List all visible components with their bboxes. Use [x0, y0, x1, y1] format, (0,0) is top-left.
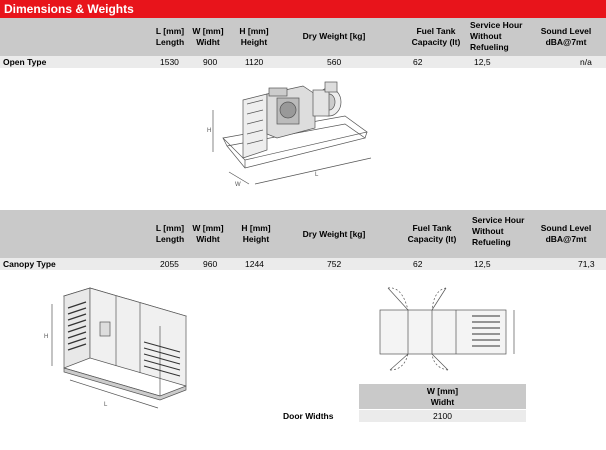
- open-type-drawing: [205, 80, 380, 192]
- header-service-hour: Service Hour Without Refueling: [472, 215, 525, 247]
- cell-service-hour: 12,5: [474, 259, 491, 269]
- label-l: L: [315, 172, 319, 178]
- row-label: Canopy Type: [3, 259, 56, 269]
- canopy-type-drawing: [40, 282, 200, 422]
- label-h: H: [207, 128, 212, 134]
- door-width-header: W [mm] Widht: [359, 384, 526, 409]
- cell-fuel-tank: 62: [413, 259, 423, 269]
- header-width: W [mm] Widht: [192, 223, 224, 244]
- header-length: L [mm] Length: [155, 26, 185, 47]
- canopy-top-view: [372, 282, 522, 372]
- label-l: L: [104, 402, 108, 408]
- open-type-row: [0, 56, 606, 68]
- header-sound-level: Sound Level dBA@7mt: [540, 223, 592, 244]
- cell-height: 1244: [245, 259, 264, 269]
- header-length: L [mm] Length: [155, 223, 185, 244]
- cell-dry-weight: 752: [327, 259, 342, 269]
- header-service-hour: Service Hour Without Refueling: [470, 20, 523, 52]
- section-title: Dimensions & Weights: [0, 0, 606, 18]
- header-dry-weight: Dry Weight [kg]: [302, 31, 366, 41]
- cell-length: 1530: [160, 57, 179, 67]
- canopy-type-row: [0, 258, 606, 270]
- header-fuel-tank: Fuel Tank Capacity (lt): [407, 223, 457, 244]
- cell-height: 1120: [245, 57, 264, 67]
- label-w: W: [235, 182, 241, 188]
- header-height: H [mm] Height: [241, 223, 271, 244]
- cell-fuel-tank: 62: [413, 57, 423, 67]
- cell-service-hour: 12,5: [474, 57, 491, 67]
- cell-width: 900: [203, 57, 218, 67]
- cell-dry-weight: 560: [327, 57, 342, 67]
- header-width: W [mm] Widht: [192, 26, 224, 47]
- door-widths-label: Door Widths: [283, 411, 334, 421]
- header-sound-level: Sound Level dBA@7mt: [540, 26, 592, 47]
- cell-sound-level: n/a: [580, 57, 592, 67]
- cell-width: 960: [203, 259, 218, 269]
- label-h: H: [44, 334, 49, 340]
- header-dry-weight: Dry Weight [kg]: [302, 229, 366, 239]
- door-width-value: 2100: [359, 410, 526, 422]
- open-type-header: [0, 18, 606, 56]
- header-height: H [mm] Height: [239, 26, 269, 47]
- row-label: Open Type: [3, 57, 47, 67]
- header-fuel-tank: Fuel Tank Capacity (lt): [411, 26, 461, 47]
- cell-length: 2055: [160, 259, 179, 269]
- canopy-type-header: [0, 210, 606, 258]
- cell-sound-level: 71,3: [578, 259, 595, 269]
